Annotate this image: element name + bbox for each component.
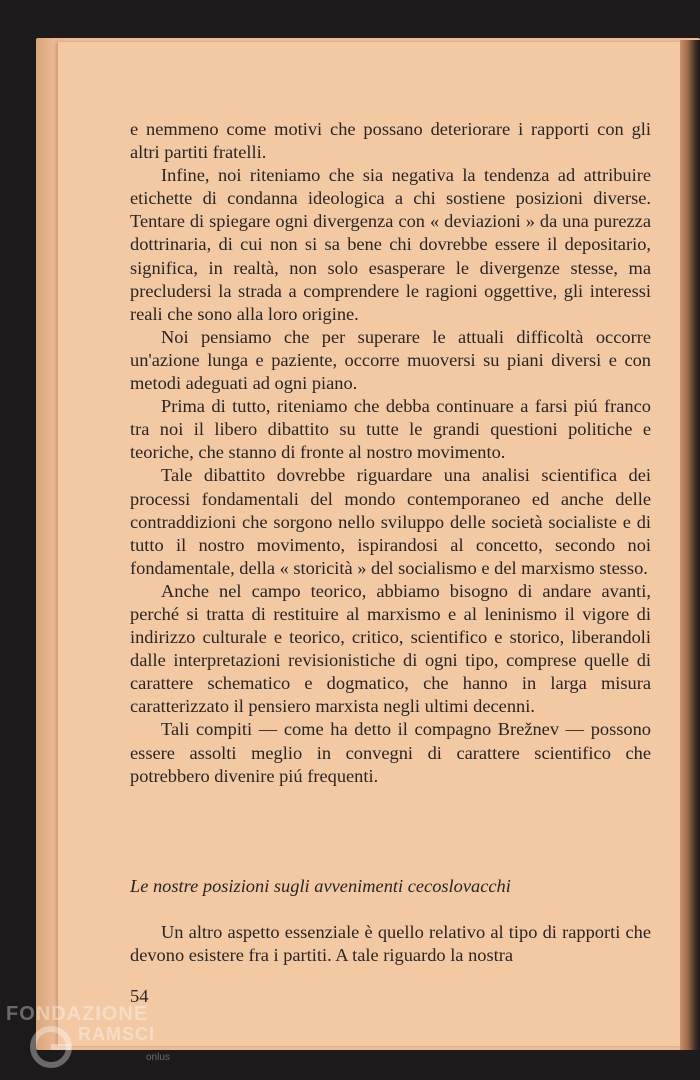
watermark-sub: RAMSCI <box>78 1024 155 1044</box>
paragraph: Noi pensiamo che per superare le attuali difficoltà occorre un'azione lunga e paziente, occorre muoversi su piani diversi e con metodi adeguati ad ogni piano. <box>130 326 651 394</box>
page-edge-shadow <box>680 40 700 1050</box>
paragraph: e nemmeno come motivi che possano deteriorare i rapporti con gli altri partiti fratelli. <box>130 119 651 163</box>
paragraph: Tali compiti — come ha detto il compagno Brežnev — possono essere assolti meglio in convegni di carattere scientifico che potrebbero divenire piú frequenti. <box>130 719 651 786</box>
gramsci-logo-icon <box>28 1024 74 1070</box>
paragraph: Prima di tutto, riteniamo che debba continuare a farsi piú franco tra noi il libero dibattito su tutte le grandi questioni politiche e teoriche, che stanno di fronte al nostro movimento. <box>130 396 651 463</box>
paragraph: Un altro aspetto essenziale è quello relativo al tipo di rapporti che devono esistere fra i partiti. A tale riguardo la nostra <box>130 922 651 966</box>
paragraph: Anche nel campo teorico, abbiamo bisogno di andare avanti, perché si tratta di restituire al marxismo e al leninismo il vigore di indirizzo culturale e teorico, critico, scientifico e storico, liberandoli dalle interpretazioni revisionistiche di ogni tipo, comprese quelle di carattere schematico e dogmatico, che hanno in larga misura caratterizzato il pensiero marxista negli ultimi decenni. <box>130 580 651 717</box>
body-text <box>130 118 651 788</box>
page-number: 54 <box>130 986 149 1006</box>
section-heading: Le nostre posizioni sugli avvenimenti cecoslovacchi <box>130 876 511 896</box>
watermark-name: FONDAZIONE <box>6 1003 149 1025</box>
paragraph: Infine, noi riteniamo che sia negativa la tendenza ad attribuire etichette di condanna ideologica a chi sostiene posizioni diverse. Tentare di spiegare ogni divergenza con « deviazioni » da una purezza dottrinaria, di cui non si sa bene chi dovrebbe essere il depositario, significa, in realtà, non solo esasperare le divergenze stesse, ma precludersi la strada a comprendere le ragioni oggettive, gli interessi reali che sono alla loro origine. <box>130 165 651 324</box>
section-body <box>130 921 651 967</box>
paragraph: Tale dibattito dovrebbe riguardare una analisi scientifica dei processi fondamentali del mondo contemporaneo ed anche delle contraddizioni che sorgono nello sviluppo delle società socialiste e di tutto il nostro movimento, ispirandosi al concetto, secondo noi fondamentale, della « storicità » del socialismo e del marxismo stesso. <box>130 465 651 578</box>
watermark-note: onlus <box>146 1052 170 1063</box>
